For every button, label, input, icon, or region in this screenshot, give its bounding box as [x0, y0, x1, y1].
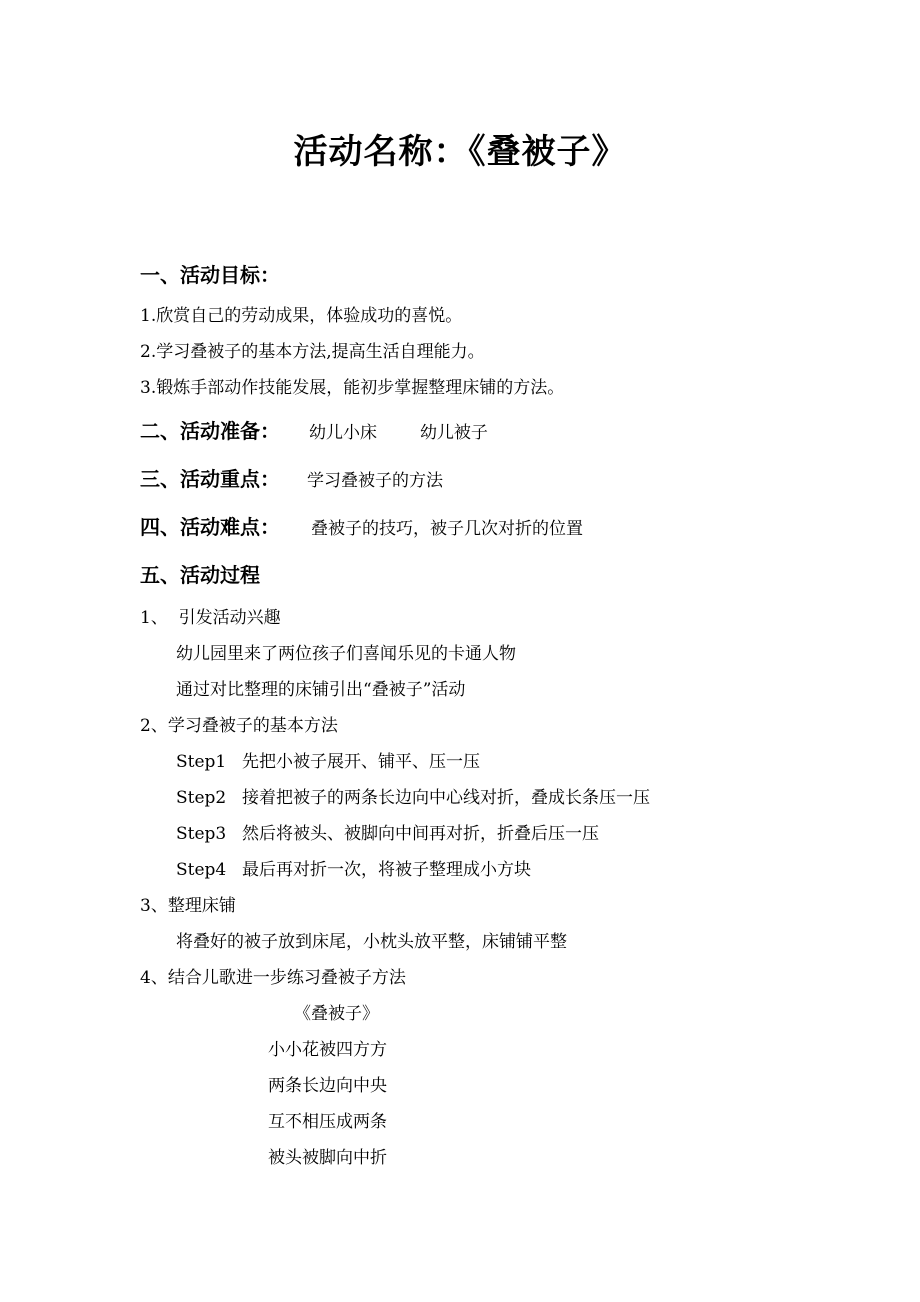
song-line: 被头被脚向中折 — [268, 1148, 387, 1168]
page-title: 活动名称：《叠被子》 — [293, 132, 627, 172]
process-step-line: 通过对比整理的床铺引出“叠被子”活动 — [176, 680, 466, 700]
preparation-item: 幼儿小床 — [308, 423, 377, 443]
section-heading-goals: 一、活动目标： — [140, 263, 280, 287]
process-step-label: 3、整理床铺 — [140, 896, 236, 916]
goal-item: 2.学习叠被子的基本方法,提高生活自理能力。 — [140, 342, 485, 362]
section-heading-process: 五、活动过程 — [140, 563, 260, 587]
goal-item: 3.锻炼手部动作技能发展，能初步掌握整理床铺的方法。 — [140, 378, 565, 398]
song-title: 《叠被子》 — [294, 1004, 379, 1024]
step-tag: Step4 — [176, 860, 227, 880]
process-step-label: 4、结合儿歌进一步练习叠被子方法 — [140, 968, 406, 988]
song-line: 小小花被四方方 — [268, 1040, 387, 1060]
step-tag: Step2 — [176, 788, 227, 808]
step-text: 接着把被子的两条长边向中心线对折，叠成长条压一压 — [242, 788, 650, 808]
focus-value: 学习叠被子的方法 — [306, 471, 443, 491]
step-tag: Step3 — [176, 824, 227, 844]
song-line: 两条长边向中央 — [268, 1076, 387, 1096]
section-heading-label: 二、活动准备： — [140, 419, 280, 443]
process-step-label: 2、学习叠被子的基本方法 — [140, 716, 338, 736]
fold-step — [176, 749, 480, 775]
fold-step — [176, 857, 531, 883]
fold-step — [176, 821, 599, 847]
section-heading-label: 三、活动重点： — [140, 467, 280, 491]
step-text: 最后再对折一次，将被子整理成小方块 — [242, 860, 531, 880]
step-tag: Step1 — [176, 752, 227, 772]
process-step-line: 将叠好的被子放到床尾，小枕头放平整，床铺铺平整 — [176, 932, 567, 952]
preparation-item: 幼儿被子 — [419, 423, 488, 443]
section-heading-focus — [140, 464, 443, 496]
section-heading-label: 四、活动难点： — [140, 515, 280, 539]
song-line: 互不相压成两条 — [268, 1112, 387, 1132]
fold-step — [176, 785, 650, 811]
goal-item: 1.欣赏自己的劳动成果，体验成功的喜悦。 — [140, 306, 463, 326]
section-heading-preparation — [140, 416, 488, 448]
step-text: 先把小被子展开、铺平、压一压 — [242, 752, 480, 772]
process-step-label: 1、 引发活动兴趣 — [140, 608, 281, 628]
difficulty-value: 叠被子的技巧，被子几次对折的位置 — [310, 519, 583, 539]
section-heading-difficulty — [140, 512, 583, 544]
process-step-line: 幼儿园里来了两位孩子们喜闻乐见的卡通人物 — [176, 644, 516, 664]
step-text: 然后将被头、被脚向中间再对折，折叠后压一压 — [242, 824, 599, 844]
